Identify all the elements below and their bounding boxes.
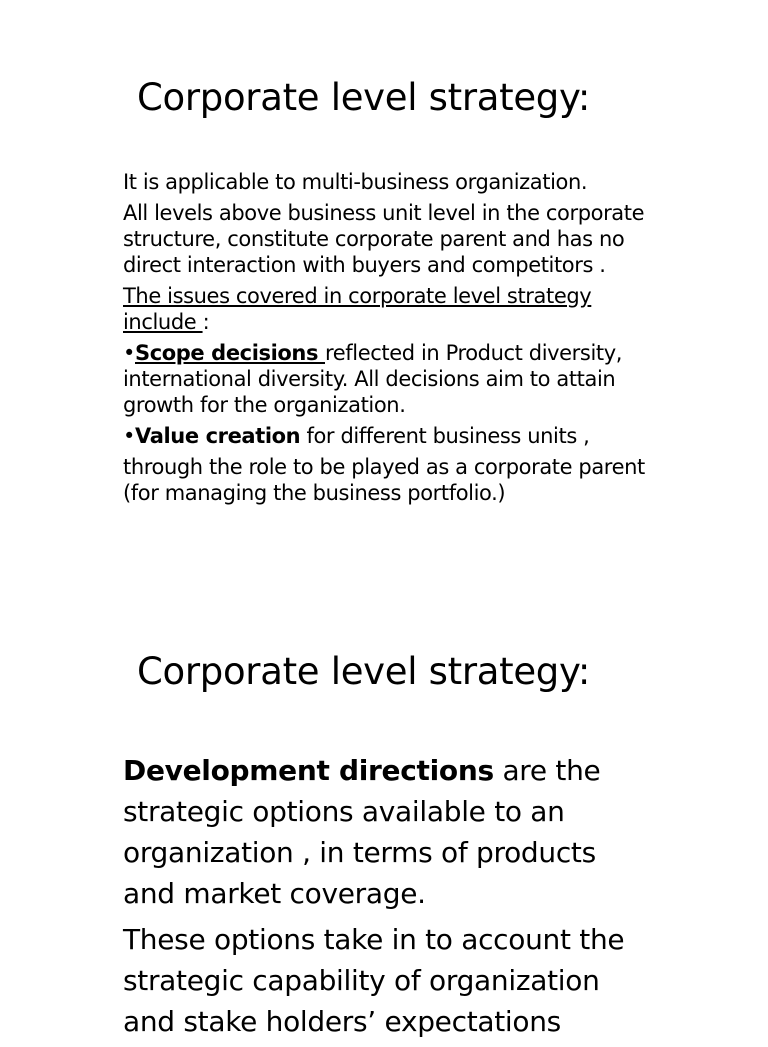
slide-corporate-level-strategy-2: [0, 600, 768, 1038]
slide-body: [123, 169, 663, 511]
development-directions-term: Development directions: [123, 754, 494, 787]
issues-heading: [123, 283, 663, 335]
value-creation-term: Value creation: [135, 424, 301, 448]
applicability-paragraph: It is applicable to multi-business organization.: [123, 170, 588, 194]
corporate-parent-paragraph: All levels above business unit level in the corporate structure, constitute corporate parent and has no direct interaction with buyers and competitors .: [123, 201, 645, 277]
issues-heading-colon: :: [202, 310, 210, 334]
value-creation-continuation: through the role to be played as a corporate parent (for managing the business portfolio.): [123, 455, 645, 505]
slide-body: [123, 750, 643, 1047]
bullet-marker: •: [123, 424, 135, 448]
options-paragraph: These options take in to account the strategic capability of organization and stake holders’ expectations: [123, 923, 625, 1038]
development-directions-paragraph: [123, 750, 643, 914]
value-creation-bullet: [123, 423, 663, 449]
scope-decisions-term: Scope decisions: [135, 341, 325, 365]
scope-decisions-text: reflected in Product diversity, international diversity. All decisions aim to attain growth for the organization.: [123, 341, 623, 417]
scope-decisions-bullet: [123, 340, 663, 418]
development-directions-text: are the strategic options available to an organization , in terms of products and market coverage.: [123, 754, 601, 910]
value-creation-text: for different business units ,: [300, 424, 590, 448]
issues-heading-text: The issues covered in corporate level strategy include: [123, 284, 592, 334]
slide-title: Corporate level strategy:: [137, 76, 591, 119]
bullet-marker: •: [123, 341, 135, 365]
slide-title: Corporate level strategy:: [137, 650, 591, 693]
